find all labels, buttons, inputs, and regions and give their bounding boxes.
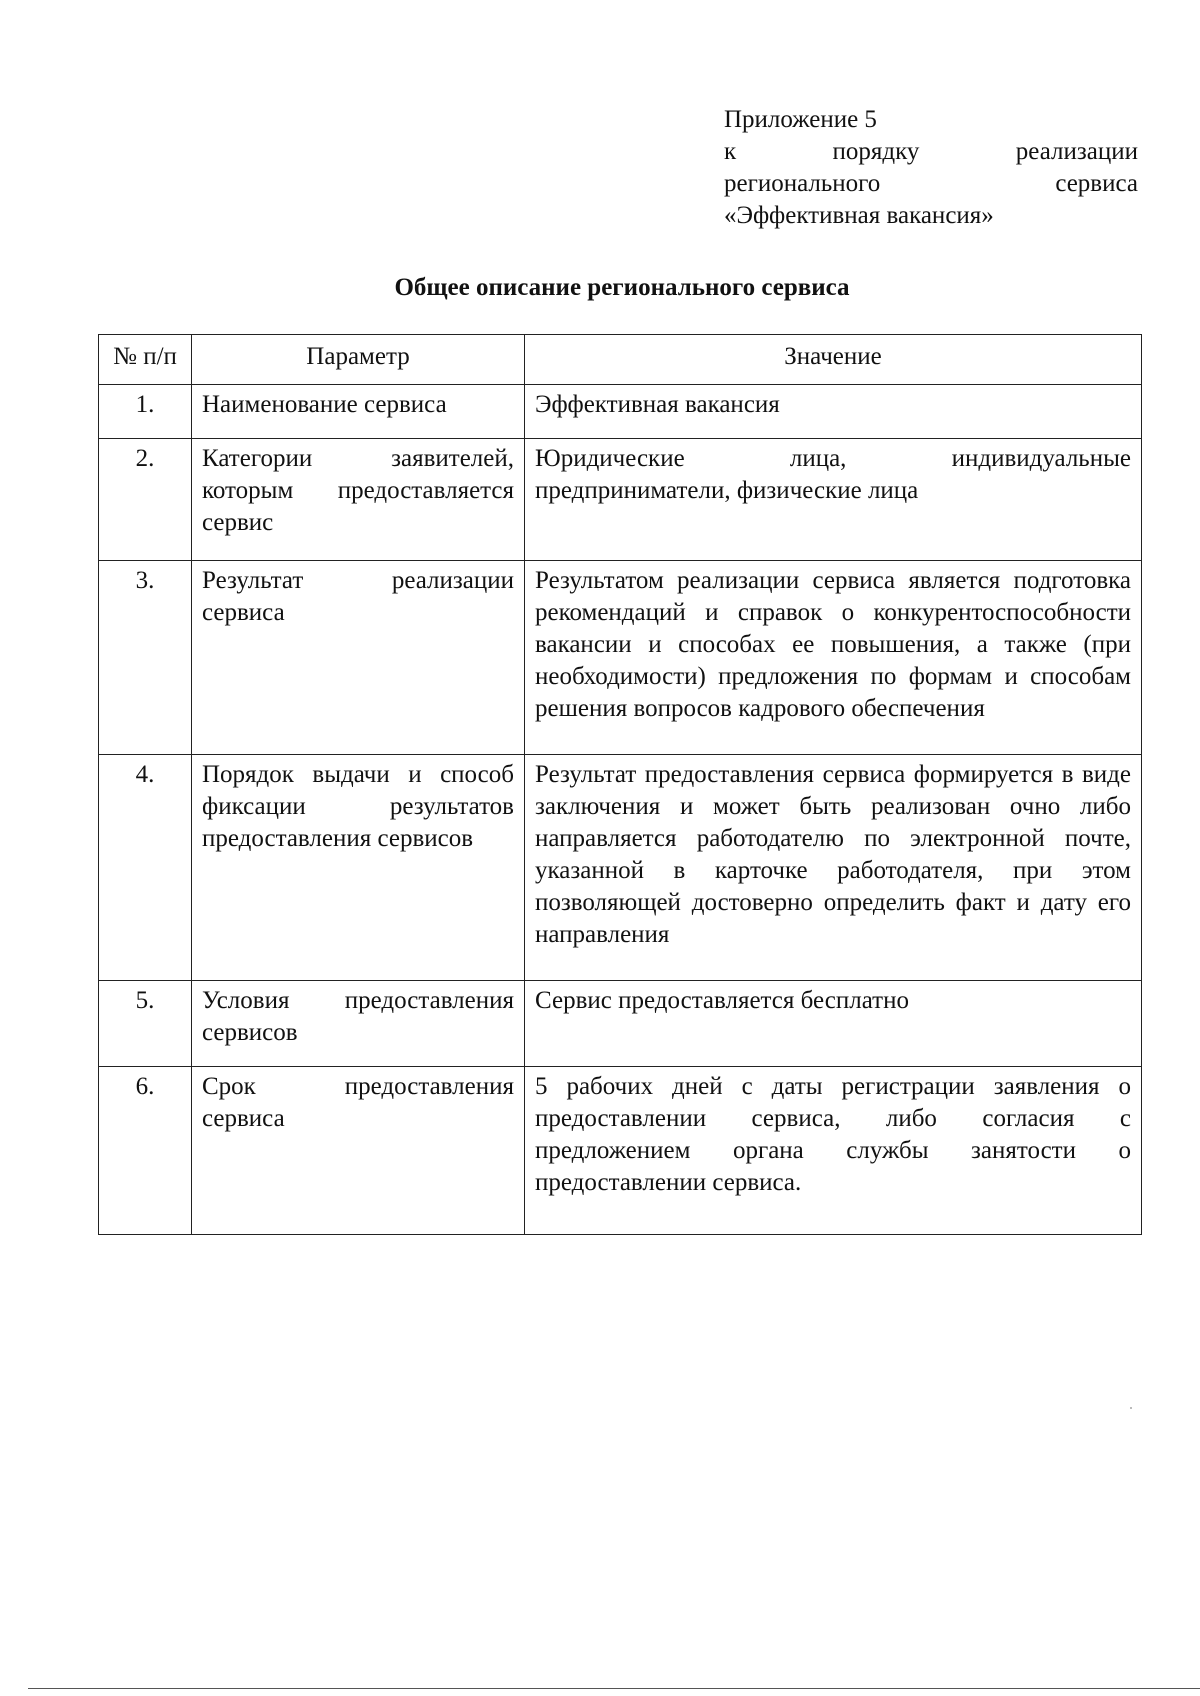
row-number: 5.	[99, 981, 192, 1067]
table-row	[99, 561, 1142, 755]
row-parameter: Условия предоставления сервисов	[192, 981, 525, 1067]
row-number: 4.	[99, 755, 192, 981]
table-row	[99, 439, 1142, 561]
row-parameter: Порядок выдачи и способ фиксации результатов предоставления сервисов	[192, 755, 525, 981]
table-row	[99, 755, 1142, 981]
table-row	[99, 981, 1142, 1067]
header-number: № п/п	[99, 335, 192, 385]
appendix-line-3	[724, 168, 1138, 200]
appendix-service-name: «Эффективная вакансия»	[724, 202, 994, 229]
header-parameter: Параметр	[192, 335, 525, 385]
row-number: 1.	[99, 385, 192, 439]
table-row	[99, 385, 1142, 439]
table-row	[99, 1067, 1142, 1235]
scan-edge-line	[28, 1688, 1200, 1689]
appendix-number: Приложение 5	[724, 106, 877, 133]
row-parameter: Категории заявителей, которым предоставляется сервис	[192, 439, 525, 561]
appendix-word: порядку	[832, 138, 920, 165]
row-value: Результатом реализации сервиса является подготовка рекомендаций и справок о конкурентоспособности вакансии и способах ее повышения, а также (при необходимости) предложения по формам и способам решения вопросов кадрового обеспечения	[525, 561, 1142, 755]
appendix-line-2	[724, 136, 1138, 168]
row-value: Эффективная вакансия	[525, 385, 1142, 439]
service-description-table	[98, 334, 1142, 1235]
appendix-word: регионального	[724, 170, 881, 197]
row-value: Сервис предоставляется бесплатно	[525, 981, 1142, 1067]
appendix-word: сервиса	[1055, 170, 1138, 197]
row-parameter: Срок предоставления сервиса	[192, 1067, 525, 1235]
document-title: Общее описание регионального сервиса	[394, 274, 850, 301]
row-parameter: Результат реализации сервиса	[192, 561, 525, 755]
appendix-word: к	[724, 138, 737, 165]
row-number: 3.	[99, 561, 192, 755]
row-value: Юридические лица, индивидуальные предприниматели, физические лица	[525, 439, 1142, 561]
appendix-word: реализации	[1015, 138, 1138, 165]
appendix-note	[724, 104, 1138, 232]
row-number: 2.	[99, 439, 192, 561]
row-value: 5 рабочих дней с даты регистрации заявления о предоставлении сервиса, либо согласия с предложением органа службы занятости о предоставлении сервиса.	[525, 1067, 1142, 1235]
table-header-row	[99, 335, 1142, 385]
header-value: Значение	[525, 335, 1142, 385]
row-value: Результат предоставления сервиса формируется в виде заключения и может быть реализован очно либо направляется работодателю по электронной почте, указанной в карточке работодателя, при этом позволяющей достоверно определить факт и дату его направления	[525, 755, 1142, 981]
scan-speck	[1130, 1407, 1132, 1409]
row-number: 6.	[99, 1067, 192, 1235]
row-parameter: Наименование сервиса	[192, 385, 525, 439]
